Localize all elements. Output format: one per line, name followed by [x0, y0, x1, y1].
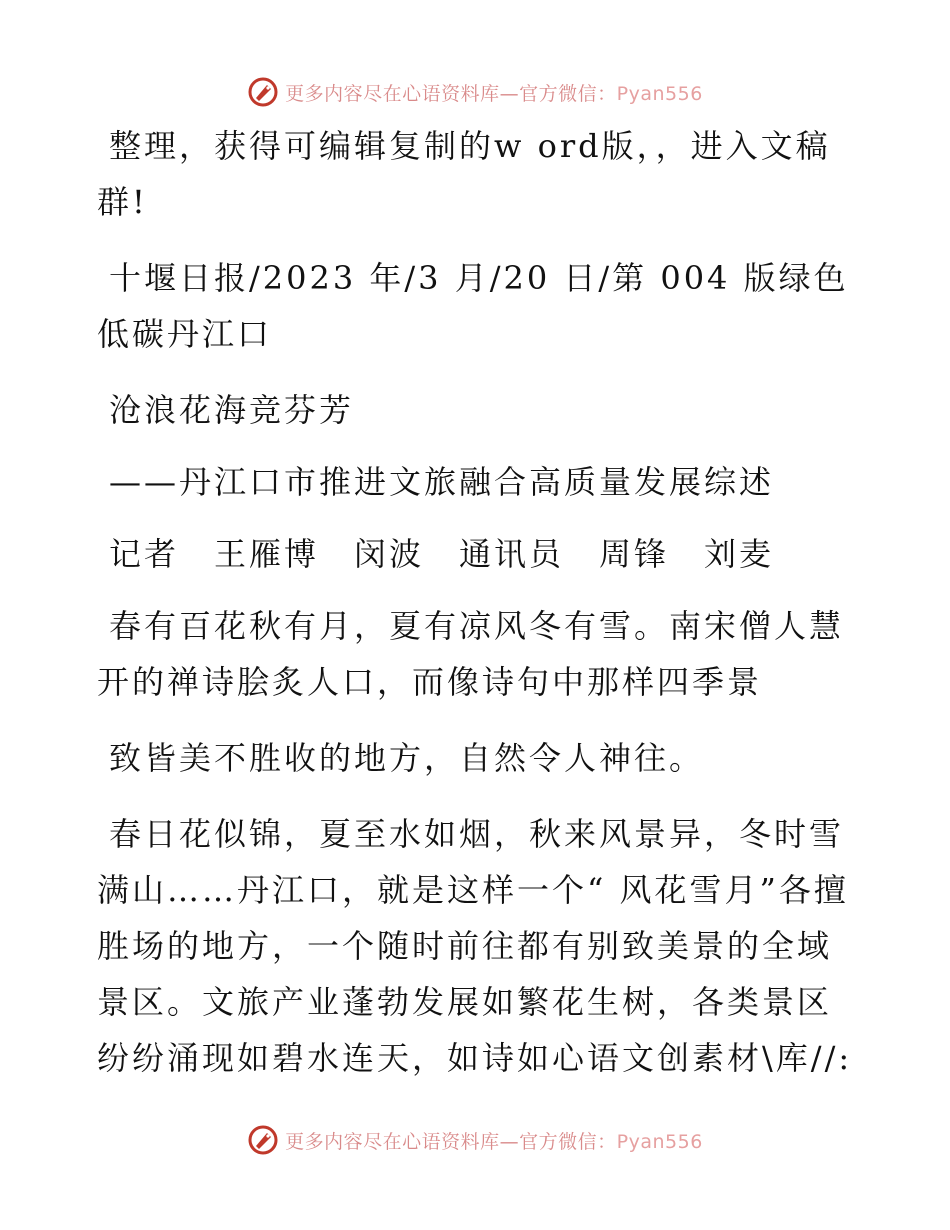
article-title: 沧浪花海竞芬芳	[109, 391, 355, 429]
document-body	[97, 118, 857, 1106]
paragraph-body-1: 春有百花秋有月，夏有凉风冬有雪。南宋僧人慧开的禅诗脍炙人口，而像诗句中那样四季景	[97, 607, 845, 701]
pen-nib-logo-icon	[247, 1124, 279, 1156]
paragraph-source-line: 十堰日报/2023 年/3 月/20 日/第 004 版绿色低碳丹江口	[97, 259, 849, 353]
paragraph-intro: 整理，获得可编辑复制的w ord版，，进入文稿群!	[97, 127, 831, 221]
article-subtitle: ——丹江口市推进文旅融合高质量发展综述	[109, 463, 775, 501]
watermark-text: 更多内容尽在心语资料库—官方微信：Pyan556	[285, 1130, 703, 1153]
byline: 记者 王雁博 闵波 通讯员 周锋 刘麦	[109, 535, 775, 573]
paragraph-body-3: 春日花似锦，夏至水如烟，秋来风景异，冬时雪满山……丹江口，就是这样一个“ 风花雪月”各擅胜场的地方，一个随时前往都有别致美景的全域景区。文旅产业蓬勃发展如繁花生树，各类景区纷纷涌现如碧水连天，如诗如心语文创素材\库//:	[97, 815, 853, 1077]
pen-nib-logo-icon	[247, 76, 279, 108]
watermark-text: 更多内容尽在心语资料库—官方微信：Pyan556	[285, 82, 703, 105]
paragraph-body-2: 致皆美不胜收的地方，自然令人神往。	[109, 739, 705, 777]
footer-watermark	[0, 1120, 950, 1160]
header-watermark	[0, 72, 950, 112]
